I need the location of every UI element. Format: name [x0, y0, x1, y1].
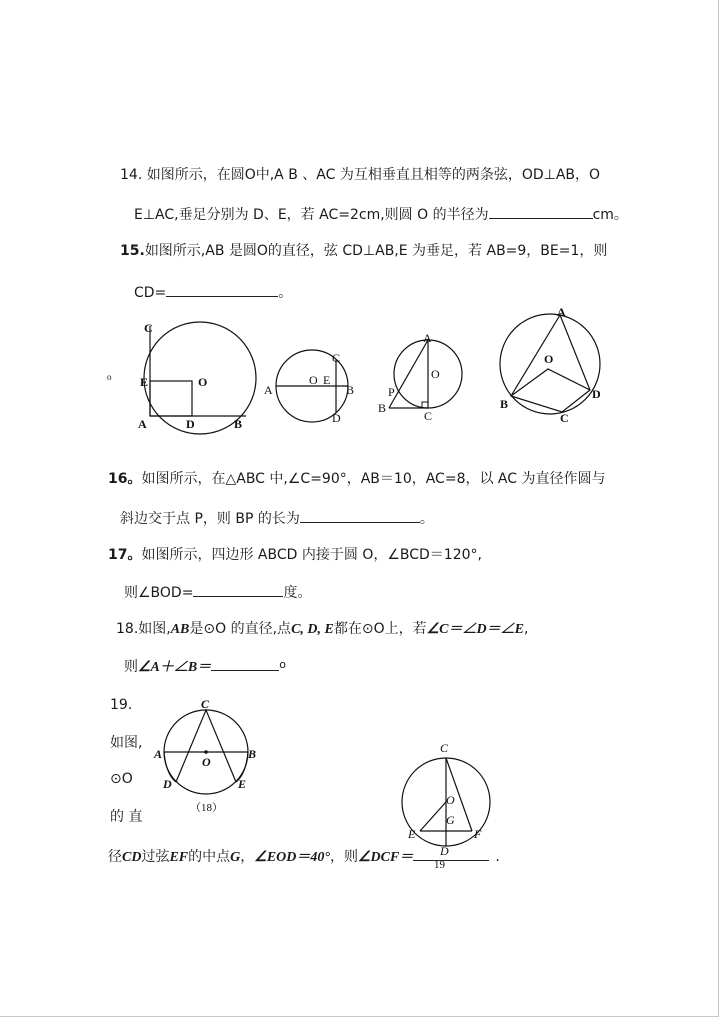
f3-side-ab — [389, 340, 428, 408]
q14-line2 — [134, 204, 628, 224]
f19-label-o: O — [446, 793, 455, 807]
q19-answer-blank[interactable] — [413, 846, 489, 861]
q14-unit: cm。 — [592, 207, 628, 223]
q17-unit: 度。 — [283, 585, 312, 601]
f1-label-a: A — [138, 417, 147, 431]
q16-number: 16。 — [108, 471, 142, 487]
q18-degree-mark: o — [279, 658, 286, 671]
q18-expression: ∠A＋∠B＝ — [138, 660, 212, 675]
q18-condition: ∠C＝∠D＝∠E — [426, 622, 524, 637]
figure-2 — [260, 346, 360, 426]
q19-text-l2: ⊙O — [110, 771, 133, 787]
f18-center-dot — [204, 750, 208, 754]
q18-ab: AB — [170, 622, 190, 637]
q16-answer-blank[interactable] — [300, 508, 420, 523]
q16-period: 。 — [419, 511, 434, 527]
q17-line1 — [108, 546, 482, 564]
f4-label-o: O — [544, 352, 554, 366]
q14-line1 — [120, 166, 600, 184]
f3-label-c: C — [424, 409, 433, 423]
q14-text-2: E⊥AC,垂足分别为 D、E，若 AC=2cm,则圆 O 的半径为 — [134, 207, 489, 223]
q15-line2 — [134, 282, 292, 302]
f19-caption: 19 — [434, 859, 445, 871]
f18-label-c: C — [201, 697, 210, 711]
f2-label-b: B — [346, 383, 355, 397]
q19-text-d: ， — [240, 849, 255, 865]
f1-label-d: D — [186, 417, 195, 431]
f4-label-c: C — [560, 411, 569, 425]
f18-label-b: B — [248, 747, 257, 761]
f2-label-a: A — [264, 383, 273, 397]
q17-text-2: 则∠BOD= — [124, 585, 194, 601]
f19-label-e: E — [408, 827, 416, 841]
figure-3 — [376, 330, 476, 424]
figure-18 — [150, 696, 266, 818]
f3-label-o: O — [431, 367, 440, 381]
q19-number: 19. — [110, 697, 133, 713]
f19-label-c: C — [440, 741, 449, 755]
q19-g: G — [230, 850, 241, 865]
f1-label-c: C — [144, 321, 153, 335]
q19-text-a: 径 — [108, 849, 122, 865]
f4-radii-bod — [511, 369, 590, 396]
q18-text-d: , — [523, 621, 529, 637]
figure-1 — [104, 318, 264, 434]
f1-square — [150, 381, 192, 416]
f19-segment-oe — [420, 802, 446, 831]
q19-line-final — [108, 846, 500, 867]
f18-label-o: O — [202, 755, 211, 769]
f2-label-e: E — [323, 373, 331, 387]
q19-text-l1: 如图, — [110, 735, 143, 751]
q15-number: 15. — [120, 243, 145, 259]
q19-text-e: ，则 — [329, 849, 358, 865]
q17-line2 — [124, 582, 311, 602]
q19-text-l3: 的 直 — [110, 809, 143, 825]
f18-label-d: D — [163, 777, 172, 791]
f1-label-e: E — [140, 375, 149, 389]
q19-period: . — [495, 849, 500, 865]
q16-line1 — [108, 470, 605, 488]
f1-label-b: B — [234, 417, 243, 431]
q18-text-a: 18.如图, — [116, 621, 171, 637]
q15-line1 — [120, 242, 607, 260]
q17-answer-blank[interactable] — [193, 582, 283, 597]
f4-label-b: B — [500, 397, 509, 411]
f4-label-a: A — [557, 305, 566, 319]
q17-text-1: 如图所示，四边形 ABCD 内接于圆 O，∠BCD＝120°, — [141, 547, 482, 563]
q15-answer-blank[interactable] — [166, 282, 278, 297]
f2-label-c: C — [332, 351, 341, 365]
q18-cde: C, D, E — [291, 622, 334, 637]
q14-text-1: 14. 如图所示，在圆O中,A B 、AC 为互相垂直且相等的两条弦，OD⊥AB，O — [120, 167, 601, 183]
q19-ef: EF — [169, 850, 189, 865]
f19-label-f: F — [474, 827, 482, 841]
f2-label-d: D — [332, 411, 341, 425]
q16-text-2: 斜边交于点 P，则 BP 的长为 — [120, 511, 300, 527]
q18-text-b: 是⊙O 的直径,点 — [189, 621, 292, 637]
q16-line2 — [120, 508, 434, 528]
q16-text-1: 如图所示，在△ABC 中,∠C=90°，AB＝10，AC=8，以 AC 为直径作圆与 — [141, 471, 606, 487]
q17-number: 17。 — [108, 547, 142, 563]
f1-label-o: O — [198, 375, 208, 389]
q18-text-c: 都在⊙O上，若 — [333, 621, 427, 637]
q18-line2 — [124, 656, 286, 677]
q19-dcf: ∠DCF＝ — [357, 850, 414, 865]
q18-line1 — [116, 620, 528, 639]
f19-label-g: G — [446, 813, 455, 827]
f4-label-d: D — [592, 387, 601, 401]
q14-answer-blank[interactable] — [489, 204, 593, 219]
f18-chords-dce — [176, 710, 236, 782]
q19-text-c: 的中点 — [188, 849, 231, 865]
f1-label-mark: o — [107, 372, 112, 382]
f3-label-p: P — [388, 385, 395, 399]
f18-caption: （18） — [190, 802, 223, 814]
q19-angle: ∠EOD＝40° — [254, 850, 330, 865]
f3-label-b: B — [378, 401, 387, 415]
q15-text-2: CD= — [134, 285, 167, 301]
q19-cd: CD — [122, 850, 142, 865]
f19-label-d: D — [440, 844, 449, 858]
f18-label-e: E — [238, 777, 247, 791]
q18-answer-blank[interactable] — [211, 656, 279, 671]
q19-text-b: 过弦 — [141, 849, 170, 865]
q18-text-e: 则 — [124, 659, 138, 675]
figure-4 — [494, 306, 612, 426]
f3-label-a: A — [423, 331, 432, 345]
q15-period: 。 — [278, 285, 293, 301]
f2-label-o: O — [309, 373, 318, 387]
q15-text-1: 如图所示,AB 是圆O的直径，弦 CD⊥AB,E 为垂足，若 AB=9，BE=1，则 — [144, 243, 608, 259]
f18-label-a: A — [154, 747, 163, 761]
